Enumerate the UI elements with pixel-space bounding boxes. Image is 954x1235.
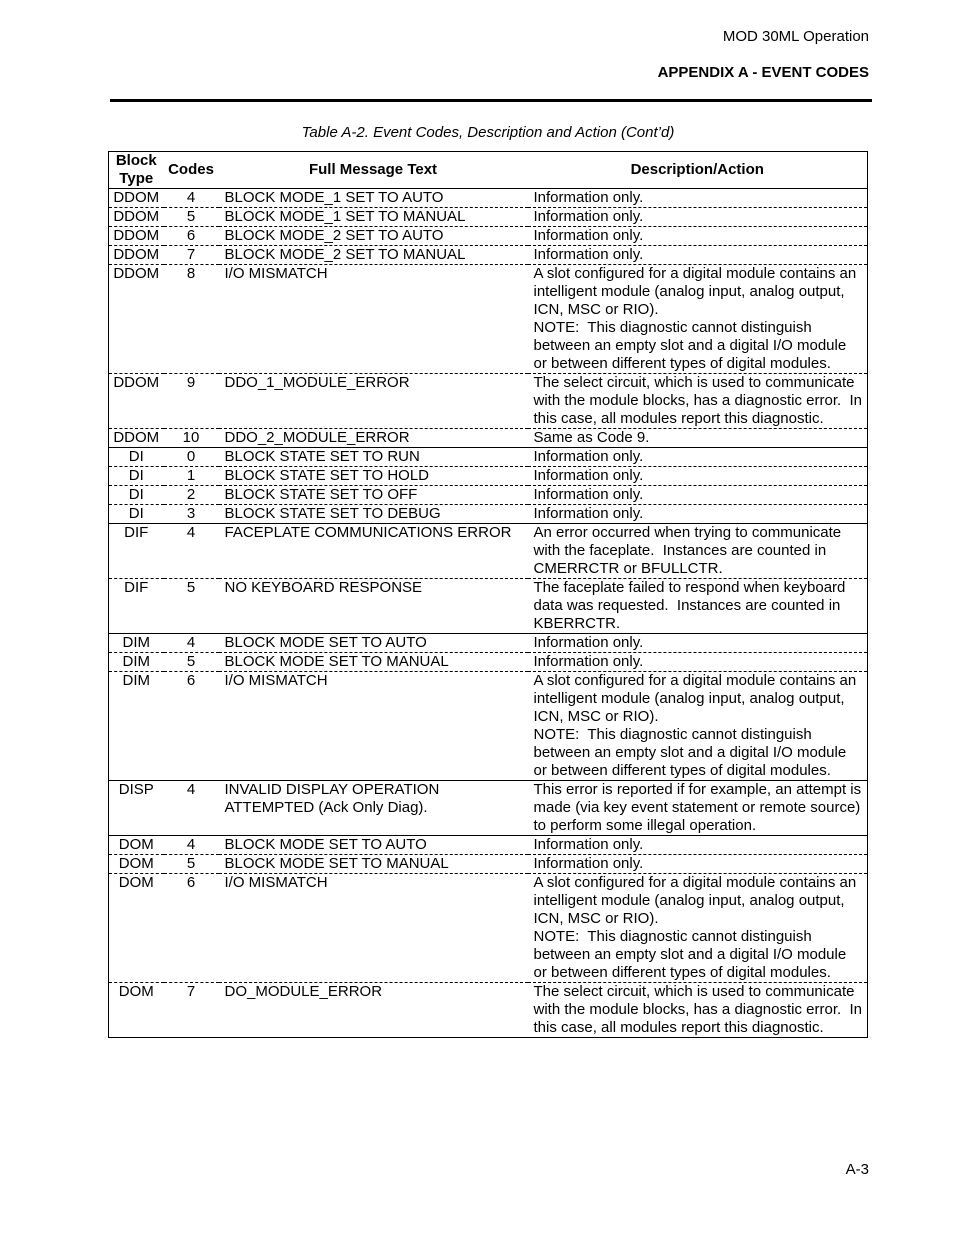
table-row (109, 374, 868, 429)
column-header-description: Description/Action (528, 152, 868, 189)
cell-block-type: DI (109, 486, 164, 505)
cell-code: 5 (164, 208, 219, 227)
cell-block-type: DI (109, 467, 164, 486)
table-row (109, 227, 868, 246)
table-row (109, 189, 868, 208)
cell-code: 5 (164, 653, 219, 672)
header-rule (110, 99, 872, 102)
cell-message: I/O MISMATCH (219, 874, 528, 983)
cell-block-type: DDOM (109, 227, 164, 246)
cell-message: BLOCK STATE SET TO HOLD (219, 467, 528, 486)
cell-message: NO KEYBOARD RESPONSE (219, 579, 528, 634)
section-title: APPENDIX A - EVENT CODES (657, 64, 869, 81)
table-row (109, 429, 868, 448)
cell-description: This error is reported if for example, an attempt is made (via key event statement or remote source) to perform some illegal operation. (528, 781, 868, 836)
cell-description: The faceplate failed to respond when keyboard data was requested. Instances are counted in KBERRCTR. (528, 579, 868, 634)
cell-message: I/O MISMATCH (219, 672, 528, 781)
table-row (109, 448, 868, 467)
cell-block-type: DISP (109, 781, 164, 836)
cell-code: 8 (164, 265, 219, 374)
cell-code: 6 (164, 227, 219, 246)
cell-code: 10 (164, 429, 219, 448)
cell-block-type: DIF (109, 579, 164, 634)
table-row (109, 855, 868, 874)
cell-description: Information only. (528, 227, 868, 246)
cell-message: BLOCK MODE SET TO AUTO (219, 836, 528, 855)
table-row (109, 246, 868, 265)
column-header-message: Full Message Text (219, 152, 528, 189)
cell-block-type: DOM (109, 874, 164, 983)
page-number: A-3 (845, 1161, 869, 1178)
cell-block-type: DIM (109, 634, 164, 653)
cell-code: 7 (186, 983, 196, 1000)
cell-description: An error occurred when trying to communicate with the faceplate. Instances are counted in CMERRCTR or BFULLCTR. (528, 524, 868, 579)
cell-description: Information only. (528, 208, 868, 227)
cell-description: Information only. (528, 189, 868, 208)
cell-block-type: DDOM (109, 246, 164, 265)
cell-block-type: DIM (109, 653, 164, 672)
cell-message: I/O MISMATCH (219, 265, 528, 374)
column-header-codes: Codes (164, 152, 219, 189)
cell-description: Information only. (528, 836, 868, 855)
table-row (109, 524, 868, 579)
column-header-block-type: Block Type (109, 152, 164, 189)
cell-code: 9 (164, 374, 219, 429)
cell-code: 5 (164, 855, 219, 874)
cell-description: Information only. (528, 467, 868, 486)
cell-description: A slot configured for a digital module contains an intelligent module (analog input, analog output, ICN, MSC or RIO). NOTE: This diagnostic cannot distinguish between an empty slot and a digital I/O module or between different types of digital modules. (528, 672, 868, 781)
cell-code: 4 (164, 189, 219, 208)
cell-block-type: DDOM (109, 374, 164, 429)
table-row (109, 505, 868, 524)
cell-description: Same as Code 9. (528, 429, 868, 448)
cell-description: Information only. (528, 505, 868, 524)
document-title: MOD 30ML Operation (722, 28, 869, 45)
table-header-row (109, 152, 868, 189)
cell-message: BLOCK MODE_1 SET TO MANUAL (219, 208, 528, 227)
cell-message: INVALID DISPLAY OPERATION ATTEMPTED (Ack Only Diag). (219, 781, 528, 836)
cell-code: 4 (164, 524, 219, 579)
cell-message: BLOCK MODE SET TO MANUAL (219, 855, 528, 874)
cell-code: 3 (164, 505, 219, 524)
cell-block-type: DI (109, 505, 164, 524)
table-row (109, 486, 868, 505)
cell-code: 1 (164, 467, 219, 486)
cell-code: 0 (164, 448, 219, 467)
table-row (109, 874, 868, 983)
cell-message: BLOCK MODE_2 SET TO MANUAL (219, 246, 528, 265)
table-row (109, 836, 868, 855)
cell-message: DO_MODULE_ERROR (224, 983, 383, 1000)
cell-message: FACEPLATE COMMUNICATIONS ERROR (219, 524, 528, 579)
cell-block-type: DOM (118, 983, 154, 1000)
table-row (109, 653, 868, 672)
table-row (109, 672, 868, 781)
cell-description: Information only. (528, 246, 868, 265)
cell-description: A slot configured for a digital module contains an intelligent module (analog input, analog output, ICN, MSC or RIO). NOTE: This diagnostic cannot distinguish between an empty slot and a digital I/O module or between different types of digital modules. (528, 265, 868, 374)
table-row (109, 467, 868, 486)
cell-block-type: DIM (109, 672, 164, 781)
table-row (109, 265, 868, 374)
cell-description: Information only. (528, 653, 868, 672)
cell-description: Information only. (528, 486, 868, 505)
cell-code: 6 (164, 672, 219, 781)
cell-message: BLOCK MODE_2 SET TO AUTO (219, 227, 528, 246)
cell-code: 2 (164, 486, 219, 505)
cell-message: BLOCK MODE SET TO AUTO (219, 634, 528, 653)
cell-block-type: DOM (109, 836, 164, 855)
cell-block-type: DDOM (109, 208, 164, 227)
cell-code: 4 (164, 836, 219, 855)
cell-block-type: DDOM (109, 265, 164, 374)
cell-code: 4 (164, 634, 219, 653)
cell-message: DDO_2_MODULE_ERROR (219, 429, 528, 448)
cell-code: 4 (164, 781, 219, 836)
cell-description: Information only. (528, 634, 868, 653)
cell-code: 5 (164, 579, 219, 634)
cell-block-type: DDOM (109, 429, 164, 448)
table-body (109, 189, 868, 1038)
cell-block-type: DI (109, 448, 164, 467)
event-codes-table (108, 151, 868, 1038)
cell-code: 6 (164, 874, 219, 983)
cell-message: BLOCK STATE SET TO DEBUG (219, 505, 528, 524)
table-caption: Table A-2. Event Codes, Description and Action (Cont’d) (301, 124, 675, 141)
cell-message: BLOCK MODE_1 SET TO AUTO (219, 189, 528, 208)
table-row (109, 208, 868, 227)
cell-description: A slot configured for a digital module contains an intelligent module (analog input, analog output, ICN, MSC or RIO). NOTE: This diagnostic cannot distinguish between an empty slot and a digital I/O module or between different types of digital modules. (528, 874, 868, 983)
cell-block-type: DIF (109, 524, 164, 579)
cell-block-type: DDOM (109, 189, 164, 208)
cell-message: DDO_1_MODULE_ERROR (219, 374, 528, 429)
cell-description: Information only. (528, 855, 868, 874)
cell-description: The select circuit, which is used to communicate with the module blocks, has a diagnostic error. In this case, all modules report this diagnostic. (533, 983, 867, 1036)
cell-description: Information only. (528, 448, 868, 467)
cell-block-type: DOM (109, 855, 164, 874)
cell-message: BLOCK STATE SET TO RUN (219, 448, 528, 467)
cell-description: The select circuit, which is used to communicate with the module blocks, has a diagnostic error. In this case, all modules report this diagnostic. (528, 374, 868, 429)
table-row (109, 579, 868, 634)
table-row (109, 983, 868, 1038)
cell-message: BLOCK MODE SET TO MANUAL (219, 653, 528, 672)
table-row (109, 781, 868, 836)
cell-code: 7 (164, 246, 219, 265)
table-row (109, 634, 868, 653)
cell-message: BLOCK STATE SET TO OFF (219, 486, 528, 505)
